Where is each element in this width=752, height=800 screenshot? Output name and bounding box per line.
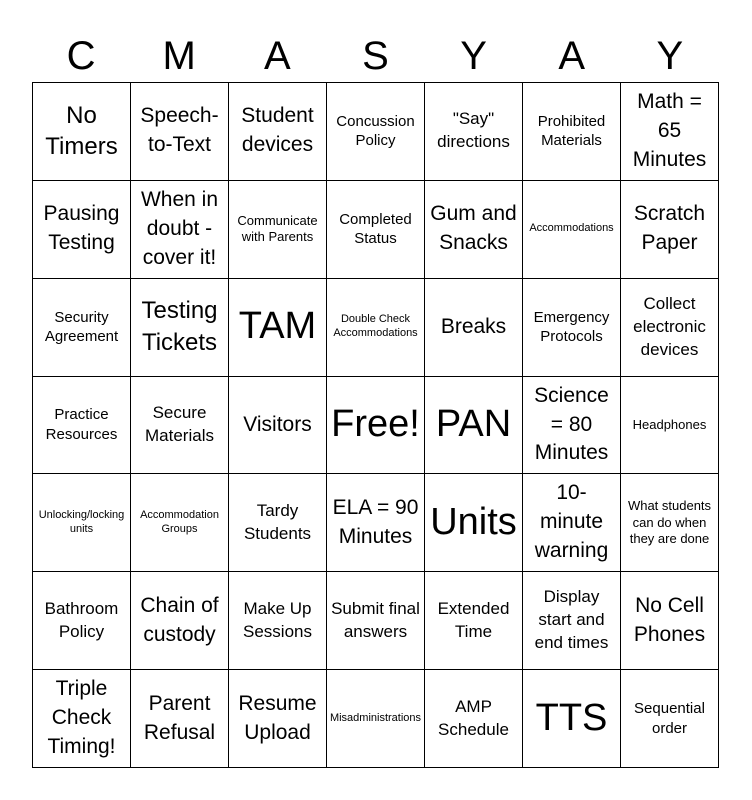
header-letter: S xyxy=(362,34,389,78)
bingo-cell: Prohibited Materials xyxy=(523,83,621,181)
bingo-cell: Triple Check Timing! xyxy=(33,670,131,768)
bingo-cell: 10-minute warning xyxy=(523,474,621,572)
bingo-cell: Scratch Paper xyxy=(621,181,719,279)
header-letter: Y xyxy=(460,34,487,78)
bingo-cell: Sequential order xyxy=(621,670,719,768)
bingo-cell: Chain of custody xyxy=(131,572,229,670)
bingo-cell: What students can do when they are done xyxy=(621,474,719,572)
bingo-cell: Make Up Sessions xyxy=(229,572,327,670)
bingo-cell: PAN xyxy=(425,377,523,475)
bingo-cell: Pausing Testing xyxy=(33,181,131,279)
bingo-cell: When in doubt - cover it! xyxy=(131,181,229,279)
bingo-cell: Science = 80 Minutes xyxy=(523,377,621,475)
bingo-cell: Testing Tickets xyxy=(131,279,229,377)
bingo-cell: Misadministrations xyxy=(327,670,425,768)
bingo-cell: Practice Resources xyxy=(33,377,131,475)
bingo-cell: "Say" directions xyxy=(425,83,523,181)
bingo-cell: Tardy Students xyxy=(229,474,327,572)
bingo-cell: AMP Schedule xyxy=(425,670,523,768)
bingo-cell: Math = 65 Minutes xyxy=(621,83,719,181)
header-letter: Y xyxy=(656,34,684,78)
bingo-cell: TAM xyxy=(229,279,327,377)
bingo-cell: TTS xyxy=(523,670,621,768)
bingo-cell: Speech-to-Text xyxy=(131,83,229,181)
bingo-cell: Unlocking/locking units xyxy=(33,474,131,572)
bingo-cell: Display start and end times xyxy=(523,572,621,670)
bingo-cell: Secure Materials xyxy=(131,377,229,475)
bingo-cell: Parent Refusal xyxy=(131,670,229,768)
bingo-cell: ELA = 90 Minutes xyxy=(327,474,425,572)
bingo-header xyxy=(32,30,719,82)
bingo-cell: Submit final answers xyxy=(327,572,425,670)
bingo-cell: No Timers xyxy=(33,83,131,181)
bingo-cell: Headphones xyxy=(621,377,719,475)
bingo-cell: Student devices xyxy=(229,83,327,181)
header-letter: A xyxy=(558,34,586,78)
bingo-cell: Accommodations xyxy=(523,181,621,279)
bingo-cell: Visitors xyxy=(229,377,327,475)
bingo-cell: Security Agreement xyxy=(33,279,131,377)
bingo-cell: Breaks xyxy=(425,279,523,377)
bingo-card-grid xyxy=(32,82,719,768)
bingo-cell: Free! xyxy=(327,377,425,475)
bingo-cell: Resume Upload xyxy=(229,670,327,768)
bingo-cell: Emergency Protocols xyxy=(523,279,621,377)
header-letter: A xyxy=(263,34,291,78)
bingo-cell: Communicate with Parents xyxy=(229,181,327,279)
bingo-cell: Extended Time xyxy=(425,572,523,670)
bingo-cell: Completed Status xyxy=(327,181,425,279)
bingo-cell: Double Check Accommodations xyxy=(327,279,425,377)
bingo-cell: Units xyxy=(425,474,523,572)
bingo-cell: Collect electronic devices xyxy=(621,279,719,377)
header-letter: C xyxy=(66,34,96,78)
bingo-cell: No Cell Phones xyxy=(621,572,719,670)
bingo-cell: Gum and Snacks xyxy=(425,181,523,279)
header-letter: M xyxy=(162,34,196,78)
bingo-cell: Accommodation Groups xyxy=(131,474,229,572)
bingo-cell: Bathroom Policy xyxy=(33,572,131,670)
bingo-cell: Concussion Policy xyxy=(327,83,425,181)
